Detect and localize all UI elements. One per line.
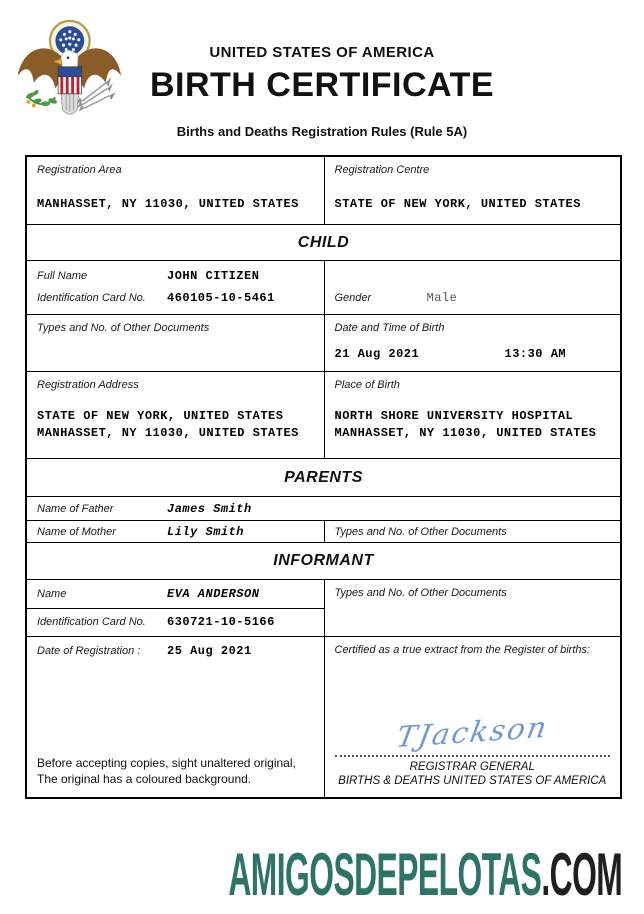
mother-label: Name of Mother	[37, 525, 116, 538]
dob-cell	[324, 315, 621, 371]
child-id-value: 460105-10-5461	[167, 291, 275, 305]
registration-address-label: Registration Address	[37, 379, 139, 391]
original-note-line1: Before accepting copies, sight unaltered original,	[37, 756, 296, 770]
document-title: BIRTH CERTIFICATE	[149, 66, 495, 104]
informant-id-value: 630721-10-5166	[167, 615, 275, 630]
dob-label: Date and Time of Birth	[334, 322, 445, 334]
informant-name-id-cell	[27, 580, 324, 636]
site-tld-text: .COM	[541, 841, 622, 908]
parents-other-docs-cell	[324, 521, 621, 542]
certified-extract-label: Certified as a true extract from the Register of births:	[334, 644, 591, 656]
certificate-table	[25, 155, 622, 799]
signature-dotted-line	[335, 755, 611, 757]
registration-area-label: Registration Area	[37, 164, 122, 176]
full-name-value: JOHN CITIZEN	[167, 269, 260, 283]
country-title: UNITED STATES OF AMERICA	[209, 44, 435, 61]
registration-address-cell	[27, 372, 324, 458]
child-docs-dob-row	[27, 314, 620, 371]
child-identity-row	[27, 260, 620, 314]
date-of-registration-value: 25 Aug 2021	[167, 644, 252, 658]
certified-extract-cell	[324, 637, 621, 797]
mother-row	[27, 520, 620, 542]
registration-area-value: MANHASSET, NY 11030, UNITED STATES	[37, 197, 299, 211]
address-row	[27, 371, 620, 458]
section-header-child: CHILD	[27, 224, 620, 260]
child-other-docs-cell	[27, 315, 324, 371]
gender-cell	[324, 261, 621, 314]
date-of-registration-label: Date of Registration :	[37, 645, 141, 657]
child-id-label: Identification Card No.	[37, 292, 146, 304]
registration-row	[27, 157, 620, 224]
registrar-signature: TJackson	[393, 709, 551, 755]
informant-name-label: Name	[37, 587, 67, 600]
gender-value: Male	[426, 291, 458, 305]
father-name-value: James Smith	[167, 501, 252, 516]
father-label: Name of Father	[37, 502, 114, 515]
section-header-informant: INFORMANT	[27, 542, 620, 579]
full-name-label: Full Name	[37, 270, 88, 282]
document-subtitle: Births and Deaths Registration Rules (Rule 5A)	[176, 124, 468, 139]
informant-name-subrow	[27, 580, 324, 609]
informant-other-docs-label: Types and No. of Other Documents	[334, 587, 507, 599]
father-cell	[27, 497, 620, 520]
registration-address-line2: MANHASSET, NY 11030, UNITED STATES	[37, 426, 299, 440]
registrar-general-line: REGISTRAR GENERAL	[409, 761, 535, 773]
original-note-line2: The original has a coloured background.	[37, 772, 252, 786]
father-row	[27, 496, 620, 520]
place-of-birth-line2: MANHASSET, NY 11030, UNITED STATES	[334, 426, 597, 440]
informant-id-subrow	[27, 609, 324, 637]
place-of-birth-line1: NORTH SHORE UNIVERSITY HOSPITAL	[334, 409, 574, 423]
mother-name-value: Lily Smith	[167, 524, 245, 539]
informant-id-label: Identification Card No.	[37, 616, 146, 629]
gender-label: Gender	[334, 292, 372, 304]
child-other-docs-label: Types and No. of Other Documents	[37, 322, 210, 334]
mother-cell	[27, 521, 324, 542]
child-name-id-cell	[27, 261, 324, 314]
registrar-office-line: BIRTHS & DEATHS UNITED STATES OF AMERICA	[338, 775, 607, 787]
registration-area-cell	[27, 157, 324, 224]
certification-row	[27, 636, 620, 797]
registration-centre-value: STATE OF NEW YORK, UNITED STATES	[334, 197, 581, 211]
registration-centre-label: Registration Centre	[334, 164, 430, 176]
site-watermark	[228, 841, 622, 908]
date-of-registration-cell	[27, 637, 324, 797]
registration-address-line1: STATE OF NEW YORK, UNITED STATES	[37, 409, 284, 423]
informant-other-docs-cell	[324, 580, 621, 636]
dob-time-value: 13:30 AM	[504, 347, 567, 361]
registration-centre-cell	[324, 157, 621, 224]
place-of-birth-cell	[324, 372, 621, 458]
site-name-text: AMIGOSDEPELOTAS	[228, 841, 542, 908]
parents-other-docs-label: Types and No. of Other Documents	[334, 525, 507, 538]
dob-date-value: 21 Aug 2021	[334, 347, 420, 361]
section-header-parents: PARENTS	[27, 458, 620, 496]
informant-name-value: EVA ANDERSON	[167, 586, 260, 601]
place-of-birth-label: Place of Birth	[334, 379, 400, 391]
informant-row	[27, 579, 620, 636]
